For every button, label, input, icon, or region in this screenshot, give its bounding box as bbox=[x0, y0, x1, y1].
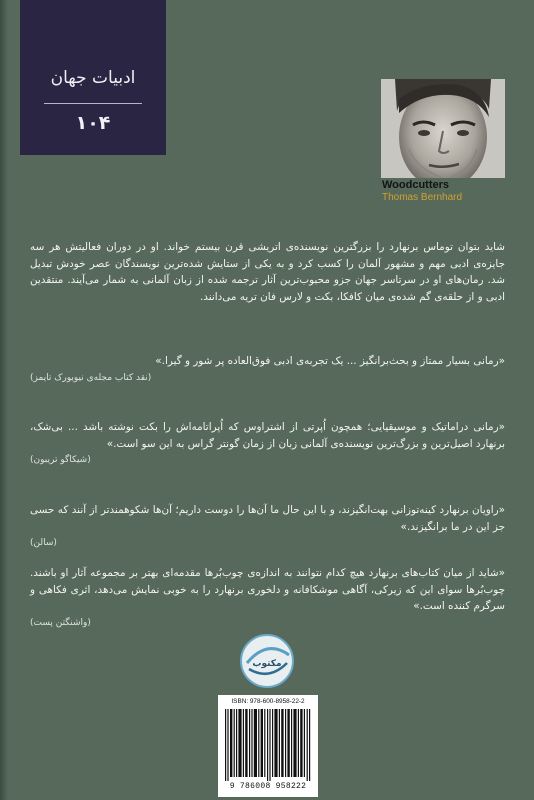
publisher-logo bbox=[239, 633, 295, 689]
review-salon bbox=[30, 502, 505, 552]
author-intro bbox=[30, 239, 505, 305]
author-photo bbox=[381, 79, 505, 178]
review-text: «رمانی بسیار ممتاز و بحث‌برانگیز ... یک تجربه‌ی ادبی فوق‌العاده پر شور و گیرا.» bbox=[155, 355, 505, 367]
review-source: (واشنگتن پست) bbox=[30, 617, 91, 628]
review-text: «رمانی دراماتیک و موسیقیایی؛ همچون اُپرتی از اشتراوس که اُپراتامه‌اش را بکت نوشته باشد ... بی‌شک، برنهارد اصیل‌ترین و بزرگ‌ترین نویسنده‌ی آلمانی زبان از زمان گونتر گراس به این سو است.» bbox=[30, 421, 505, 450]
series-number: ۱۰۴ bbox=[75, 112, 111, 134]
author-intro-text: شاید بتوان توماس برنهارد را بزرگترین نویسنده‌ی اتریشی قرن بیستم خواند. او در دوران فعالیتش هر سه جایزه‌ی ادبی مهم و مشهور آلمان را کسب کرد و به یکی از ستایش شده‌ترین نویسندگان عصر خودش تبدیل شد. رمان‌های او در سرتاسر جهان جزو محبوب‌ترین آثار ترجمه شده از زبان آلمانی به شمار می‌آیند. منتقدین ادبی و از حلقه‌ی گم شده‌ی میان کافکا، بکت و لارس فان تریه می‌دانند. bbox=[30, 241, 505, 303]
publisher-logo-text: مکتوب bbox=[252, 659, 282, 669]
review-text: «شاید از میان کتاب‌های برنهارد هیچ کدام نتوانند به اندازه‌ی چوب‌بُرها مقدمه‌ای بهتر بر مجموعه آثار او باشند. چوب‌بُرها سوای این که زیرکی، آگاهی موشکافانه و دلخوری برنهارد را به خوبی نمایش می‌دهد، اثری فکاهی و سرگرم کننده است.» bbox=[30, 567, 505, 612]
spine-edge bbox=[0, 0, 8, 800]
barcode-panel bbox=[218, 695, 318, 797]
series-box bbox=[20, 0, 166, 155]
barcode-digits: 9 786008 958222 bbox=[229, 782, 307, 791]
original-author: Thomas Bernhard bbox=[382, 192, 463, 203]
series-title: ادبیات جهان bbox=[50, 68, 136, 88]
original-title: Woodcutters bbox=[382, 179, 450, 191]
review-washington-post bbox=[30, 565, 505, 631]
isbn-label: ISBN: 978-600-8958-22-2 bbox=[231, 698, 305, 705]
review-text: «راویان برنهارد کینه‌توزانی بهت‌انگیزند، و با این حال ما آن‌ها را دوست داریم؛ آن‌ها شکوهمندتر از آنند که حسی جز این در ما برانگیزند.» bbox=[30, 504, 505, 533]
review-nyt bbox=[30, 353, 505, 386]
barcode bbox=[225, 709, 311, 781]
series-divider bbox=[44, 103, 142, 104]
review-source: (نقد کتاب مجله‌ی نیویورک تایمز) bbox=[30, 372, 152, 383]
review-chicago bbox=[30, 419, 505, 469]
review-source: (سالن) bbox=[30, 538, 57, 548]
review-source: (شیکاگو تریبون) bbox=[30, 455, 91, 465]
